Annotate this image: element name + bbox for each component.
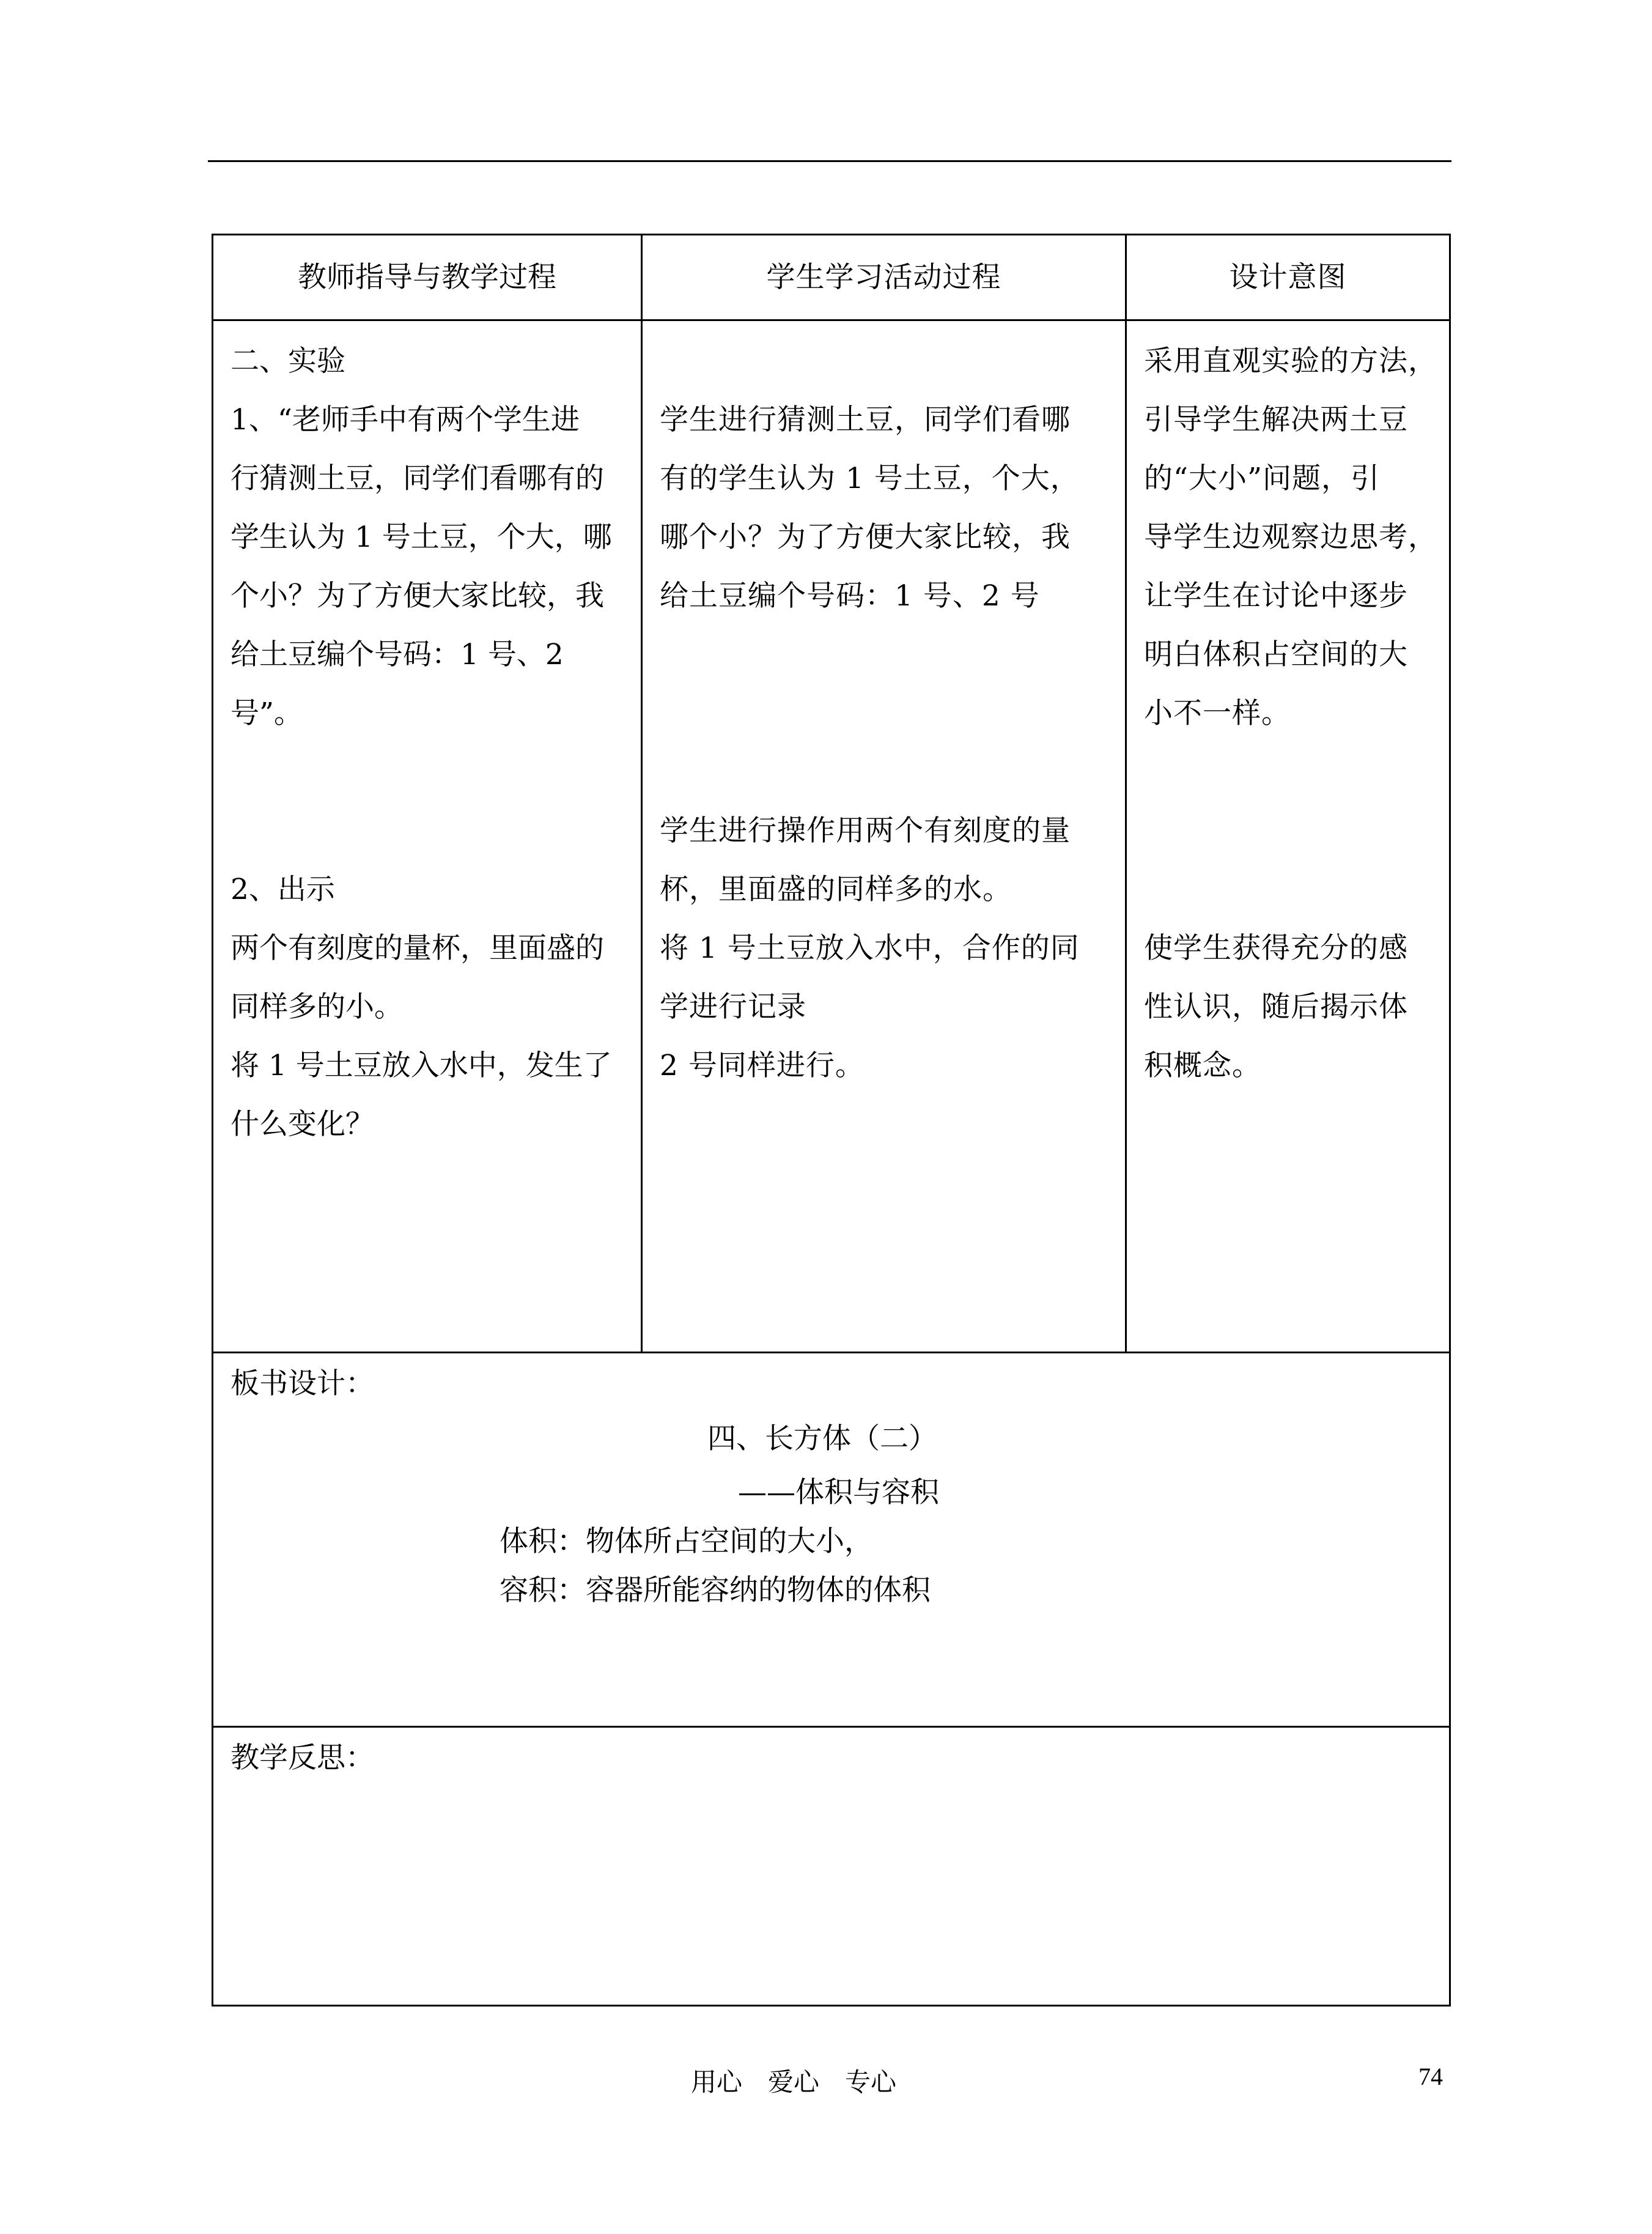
header-intent: 设计意图 <box>1126 235 1450 320</box>
intent-line: 积概念。 <box>1144 1049 1261 1082</box>
spacer <box>230 743 624 802</box>
teacher-cell <box>213 320 642 1353</box>
header-teacher: 教师指导与教学过程 <box>213 235 642 320</box>
board-subtitle: ——体积与容积 <box>738 1476 939 1509</box>
teacher-line: 1、“老师手中有两个学生进 <box>230 403 580 437</box>
student-line: 有的学生认为 1 号土豆，个大， <box>660 462 1080 495</box>
board-title: 四、长方体（二） <box>707 1422 937 1455</box>
spacer <box>230 802 624 860</box>
teacher-line: 两个有刻度的量杯，里面盛的 <box>230 931 604 965</box>
intent-line: 采用直观实验的方法， <box>1144 344 1437 378</box>
intent-line: 使学生获得充分的感 <box>1144 931 1408 965</box>
teacher-line: 将 1 号土豆放入水中，发生了 <box>230 1049 612 1082</box>
spacer <box>660 743 1108 802</box>
teacher-line: 行猜测土豆，同学们看哪有的 <box>230 462 604 495</box>
header-rule <box>208 160 1451 162</box>
student-cell <box>642 320 1126 1353</box>
header-student: 学生学习活动过程 <box>642 235 1126 320</box>
footer-motto: 用心 爱心 专心 <box>691 2067 897 2097</box>
board-design-row <box>213 1353 1450 1727</box>
intent-cell <box>1126 320 1450 1353</box>
spacer <box>660 332 1108 391</box>
teacher-line: 号”。 <box>230 697 303 730</box>
page-number: 74 <box>1418 2063 1443 2090</box>
student-line: 学生进行猜测土豆，同学们看哪 <box>660 403 1071 437</box>
board-design-cell <box>213 1353 1450 1727</box>
reflection-label: 教学反思： <box>230 1741 374 1775</box>
student-line: 学生进行操作用两个有刻度的量 <box>660 814 1071 848</box>
board-definition-volume: 体积：物体所占空间的大小， <box>500 1525 873 1558</box>
table-header-row <box>213 235 1450 320</box>
spacer <box>1144 743 1432 802</box>
intent-line: 明白体积占空间的大 <box>1144 638 1408 671</box>
teacher-line: 什么变化？ <box>230 1108 374 1141</box>
teacher-line: 个小？为了方便大家比较，我 <box>230 579 604 613</box>
student-line: 2 号同样进行。 <box>660 1049 865 1082</box>
intent-line: 导学生边观察边思考， <box>1144 520 1437 554</box>
teacher-line: 给土豆编个号码：1 号、2 <box>230 638 564 671</box>
student-line: 给土豆编个号码：1 号、2 号 <box>660 579 1040 613</box>
spacer <box>1144 802 1432 860</box>
student-line: 将 1 号土豆放入水中，合作的同 <box>660 931 1080 965</box>
student-line: 学进行记录 <box>660 990 806 1024</box>
intent-line: 性认识，随后揭示体 <box>1144 990 1408 1024</box>
reflection-row <box>213 1727 1450 2006</box>
intent-line: 引导学生解决两土豆 <box>1144 403 1408 437</box>
spacer <box>660 626 1108 684</box>
board-label: 板书设计： <box>230 1367 374 1400</box>
board-definition-capacity: 容积：容器所能容纳的物体的体积 <box>500 1574 931 1607</box>
table-body-row <box>213 320 1450 1353</box>
spacer <box>1144 860 1432 919</box>
intent-line: 让学生在讨论中逐步 <box>1144 579 1408 613</box>
student-line: 杯，里面盛的同样多的水。 <box>660 873 1012 906</box>
section-title: 二、实验 <box>230 344 345 378</box>
teacher-line: 2、出示 <box>230 873 335 906</box>
teacher-line: 同样多的小。 <box>230 990 403 1024</box>
reflection-cell <box>213 1727 1450 2006</box>
student-line: 哪个小？为了方便大家比较，我 <box>660 520 1071 554</box>
teacher-line: 学生认为 1 号土豆，个大，哪 <box>230 520 612 554</box>
intent-line: 的“大小”问题，引 <box>1144 462 1381 495</box>
lesson-plan-table <box>212 234 1451 2007</box>
intent-line: 小不一样。 <box>1144 697 1291 730</box>
spacer <box>660 684 1108 743</box>
